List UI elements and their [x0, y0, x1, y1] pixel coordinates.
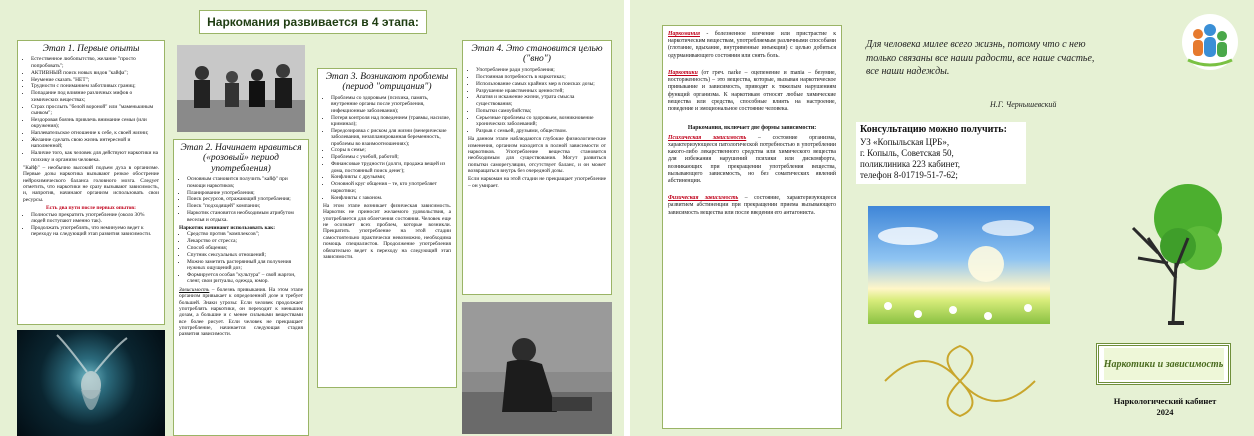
stage4-list-item: • Апатия и искажение жизни, утрата смысла существования;	[476, 94, 606, 107]
stage1-red-list	[23, 212, 159, 238]
contact-line: г. Копыль, Советская 50,	[860, 147, 954, 158]
stage1-list-item: • Попадание под влияние различных мифов о химических веществах;	[31, 90, 159, 103]
drowning-woman-illustration	[17, 330, 165, 436]
contact-line: поликлиника 223 кабинет,	[860, 159, 960, 169]
stage2-list-item: • Основным становится получить "кайф" при помощи наркотиков;	[187, 176, 303, 189]
quote-text: Для человека милее всего жизнь, потому что с нею только связаны все наши радости, все наше счастье, все наши надежды.	[866, 39, 1095, 77]
stage3-list-item: • Ссоры в семье;	[331, 147, 451, 153]
stage2-paragraph	[179, 287, 303, 338]
narkotik-text: (от греч. narke – оцепенение и mania – безумие, восторженность) – это вещества, которые, вызывая наркотическое привыкание и зависимость, приводят к тяжелым нарушениям функций организма. К наркотикам относят любые химические вещества или средства, способные влиять на настроение, поведение и эмоциональное состояние человека.	[668, 69, 836, 113]
definitions-box	[662, 25, 842, 429]
stage1-list	[23, 56, 159, 163]
definition-text: - болезненное влечение или пристрастие к наркотическим веществам, употребляемым различными способами (глотание, вдыхание, внутривенные инъекции) с целью добиться одурманивающего состояния или снять боль.	[668, 31, 837, 59]
sky-field-photo	[868, 206, 1050, 324]
drowning-woman-image	[17, 330, 165, 436]
stage2-list-item: • Поиск ресурсов, отражающий употребления;	[187, 196, 303, 202]
stage2-sub-item: • Лекарство от стресса;	[187, 238, 303, 244]
footer-cabinet: Наркологический кабинет	[1113, 396, 1217, 406]
stage1-red-item: • Полностью прекратить употребление (около 30% людей поступают именно так).	[31, 212, 159, 225]
forms-heading: Наркомания, включает две формы зависимости:	[687, 125, 817, 132]
family-logo	[1180, 12, 1240, 72]
narkotik-term: Наркотики	[668, 69, 698, 76]
stage3-list-item: • Основной круг общения – те, кто употребляет наркотики;	[331, 181, 451, 194]
stages-banner: Наркомания развивается в 4 этапа:	[199, 10, 427, 34]
sky-field-illustration	[868, 206, 1050, 324]
stage3-list-item: • Конфликты с друзьями;	[331, 174, 451, 180]
stage4-list-item: • Употребление ради употребления;	[476, 67, 606, 73]
brand-panel	[1096, 343, 1231, 385]
stage1-list-item: • Нездоровая боязнь привлечь внимание семьи (или окружения);	[31, 117, 159, 130]
right-page	[630, 0, 1254, 436]
stage3-paragraph: На этом этапе возникает физическая зависимость. Наркотик не приносит желаемого удовольствия, а употребляется для облегчения состояния. Человек еще не осознает всех проблем, которые возникли. Прекратить употребление на этой стадии самостоятельно практически невозможно, необходима помощь специалистов. Продолжение употребления обязательно ведет к переходу на следующий этап зависимости.	[323, 202, 451, 260]
contact-line: УЗ «Копыльская ЦРБ»,	[860, 136, 950, 147]
contact-lines	[860, 137, 1022, 182]
footer	[1090, 396, 1240, 418]
stage4-list-item: • Использование самых крайних мер в поисках дозы;	[476, 81, 606, 87]
stage1-list-item: • Страх прослыть "белой вороной" или "маменькиным сынком";	[31, 104, 159, 117]
stage1-list-item: • Наплевательское отношение к себе, к своей жизни;	[31, 130, 159, 136]
stage4-title: Этап 4. Это становится целью ("вно")	[471, 44, 603, 65]
definition-paragraph	[668, 31, 836, 60]
brand-title: Наркотики и зависимость	[1104, 348, 1224, 380]
stage2-list-item: • Поиск "подходящей" компании;	[187, 203, 303, 209]
contact-title: Консультацию можно получить:	[860, 124, 1007, 135]
stage2-sub-item: • Способ общения;	[187, 245, 303, 251]
psych-paragraph	[668, 135, 836, 186]
stage2-sub-item: • Спутник сексуальных отношений;	[187, 252, 303, 258]
stage3-list	[323, 95, 451, 201]
stage1-list-item: • Желание сделать свою жизнь интересной и наполненной;	[31, 137, 159, 150]
psych-term: Психическая зависимость	[668, 134, 747, 141]
stage2-subheading: Наркотик начинают использовать как:	[179, 224, 276, 231]
stage1-list-item: • Трудности с пониманием заботливых границ;	[31, 83, 159, 89]
homeless-man-photo	[462, 302, 612, 434]
half-green-tree-image	[1118, 168, 1228, 328]
stage1-list-item: • Естественное любопытство, желание "просто попробовать";	[31, 56, 159, 69]
phys-term: Физическая зависимость	[668, 195, 739, 202]
stage1-red-heading: Есть два пути после первых опытов:	[46, 205, 136, 212]
contact-box	[856, 122, 1026, 184]
stage1-title: Этап 1. Первые опыты	[42, 44, 140, 54]
stage4-list-item: • Разрыв с семьей, друзьями, обществом.	[476, 128, 606, 134]
stage3-list-item: • Финансовые трудности (долги, продажа вещей из дома, постоянный поиск денег);	[331, 161, 451, 174]
stage4-paragraph: На данном этапе наблюдаются глубокие физиологические изменения, организм находится в полной зависимости от наркотиков. Употребление вещества становится необходимым для существования. Могут развиться попытки саморегуляции, отсутствует баланс, и он может возвращаться внутрь без очередной дозы.	[468, 136, 606, 174]
ornament-flourish	[865, 336, 1055, 426]
stage4-list-item: • Разрушение нравственных ценностей;	[476, 88, 606, 94]
stage3-title: Этап 3. Возникают проблемы (период "отрицания")	[325, 72, 449, 93]
stage1-list-item: • АКТИВНЫЙ поиск новых видов "кайфа";	[31, 70, 159, 76]
stage4-paragraph2: Если наркоман на этой стадии не прекращает употребление – он умирает.	[468, 176, 606, 189]
stage4-list-item: • Постоянная потребность в наркотиках;	[476, 74, 606, 80]
left-page	[0, 0, 624, 436]
stage1-red-item: • Продолжать употреблять, что неминуемо ведет к переходу на следующий этап развития зависимости.	[31, 225, 159, 238]
stage4-list-item: • Серьезные проблемы со здоровьем, возникновение хронических заболеваний;	[476, 115, 606, 128]
homeless-man-illustration	[462, 302, 612, 434]
stage1-box	[17, 40, 165, 325]
stage3-box	[317, 68, 457, 388]
youth-group-illustration	[177, 45, 305, 132]
stage2-box	[173, 139, 309, 436]
stage3-list-item: • Передозировка с риском для жизни (венерические заболевания, незапланированная беременность, проблемы во взаимоотношениях);	[331, 128, 451, 147]
psych-text: – состояние организма, характеризующееся патологической потребностью в употреблении какого-либо лекарственного средства или химического вещества для избежания нарушений психики или дискомфорта, возникающих при прекращении употребления вещества, вызывающего зависимость, но без соматических явлений абстиненции.	[668, 134, 836, 184]
stage4-list	[468, 67, 606, 134]
definition-term: Наркомания	[668, 31, 700, 37]
stage2-sub-list	[179, 231, 303, 285]
family-logo-icon	[1180, 12, 1240, 72]
stage2-sub-item: • Можно заметить растерянный для получения нужных ощущений доз;	[187, 259, 303, 272]
youth-group-photo	[177, 45, 305, 132]
stage3-list-item: • Конфликты с законом.	[331, 195, 451, 201]
stage2-para-text: – болезнь привыкания. На этом этапе организм привыкает к определенной дозе и требует большей. Знаки угрозы: Если человек продолжает употреблять наркотики, он переходит к меньшим дозам, а большие и с менее сильными веществами все более рисует. Если человек не прекращает употребление, начинается следующая стадия развития зависимости.	[179, 286, 303, 338]
stage2-list-item: • Планирование употребления;	[187, 190, 303, 196]
quote-author: Н.Г. Чернышевский	[990, 100, 1057, 109]
phys-text: – состояние, характеризующееся развитием абстиненции при прекращении приема вызывающего зависимость вещества или после введения его антагониста.	[668, 195, 836, 216]
stage3-list-item: • Потеря контроля над поведением (травмы, насилие, криминал);	[331, 115, 451, 128]
stage4-box	[462, 40, 612, 295]
stage1-paragraph: "Кайф" – необычно высокий подъем духа в организме. Первые дозы наркотика вызывают резкое обострение нейрохимического баланса головного мозга. Следует отметить, что наркотики не сразу вызывают зависимость, и, напротив, начинают организм использовать свои ресурсы.	[23, 164, 159, 203]
contact-line: телефон 8-01719-51-7-62;	[860, 170, 958, 181]
stage2-sub-item: • Формируется особая "культура" – свой жаргон, сленг, свои ритуалы, одежда, юмор.	[187, 272, 303, 285]
stage2-para-label: Зависимость	[179, 286, 210, 293]
stage2-list-item: • Наркотик становится необходимым атрибутом веселья и отдыха.	[187, 210, 303, 223]
stage3-list-item: • Проблемы со здоровьем (психика, память, внутренние органы после употребления, инфекционные заболевания);	[331, 95, 451, 114]
stage2-title: Этап 2. Начинает нравиться («розовый» период употребления)	[180, 143, 302, 174]
narkotik-paragraph	[668, 70, 836, 113]
stage4-list-item: • Попытки самоубийства;	[476, 108, 606, 114]
stage2-sub-item: • Средство против "комплексов";	[187, 231, 303, 237]
footer-year: 2024	[1156, 407, 1174, 418]
stage3-list-item: • Проблемы с учебой, работой;	[331, 154, 451, 160]
phys-paragraph	[668, 195, 836, 217]
stage1-list-item: • Наличие того, как человек для действуют наркотики на психику и организм человека.	[31, 150, 159, 163]
stage1-list-item: • Неумение сказать "НЕТ";	[31, 77, 159, 83]
stage2-list	[179, 176, 303, 223]
tree-illustration	[1118, 168, 1228, 328]
